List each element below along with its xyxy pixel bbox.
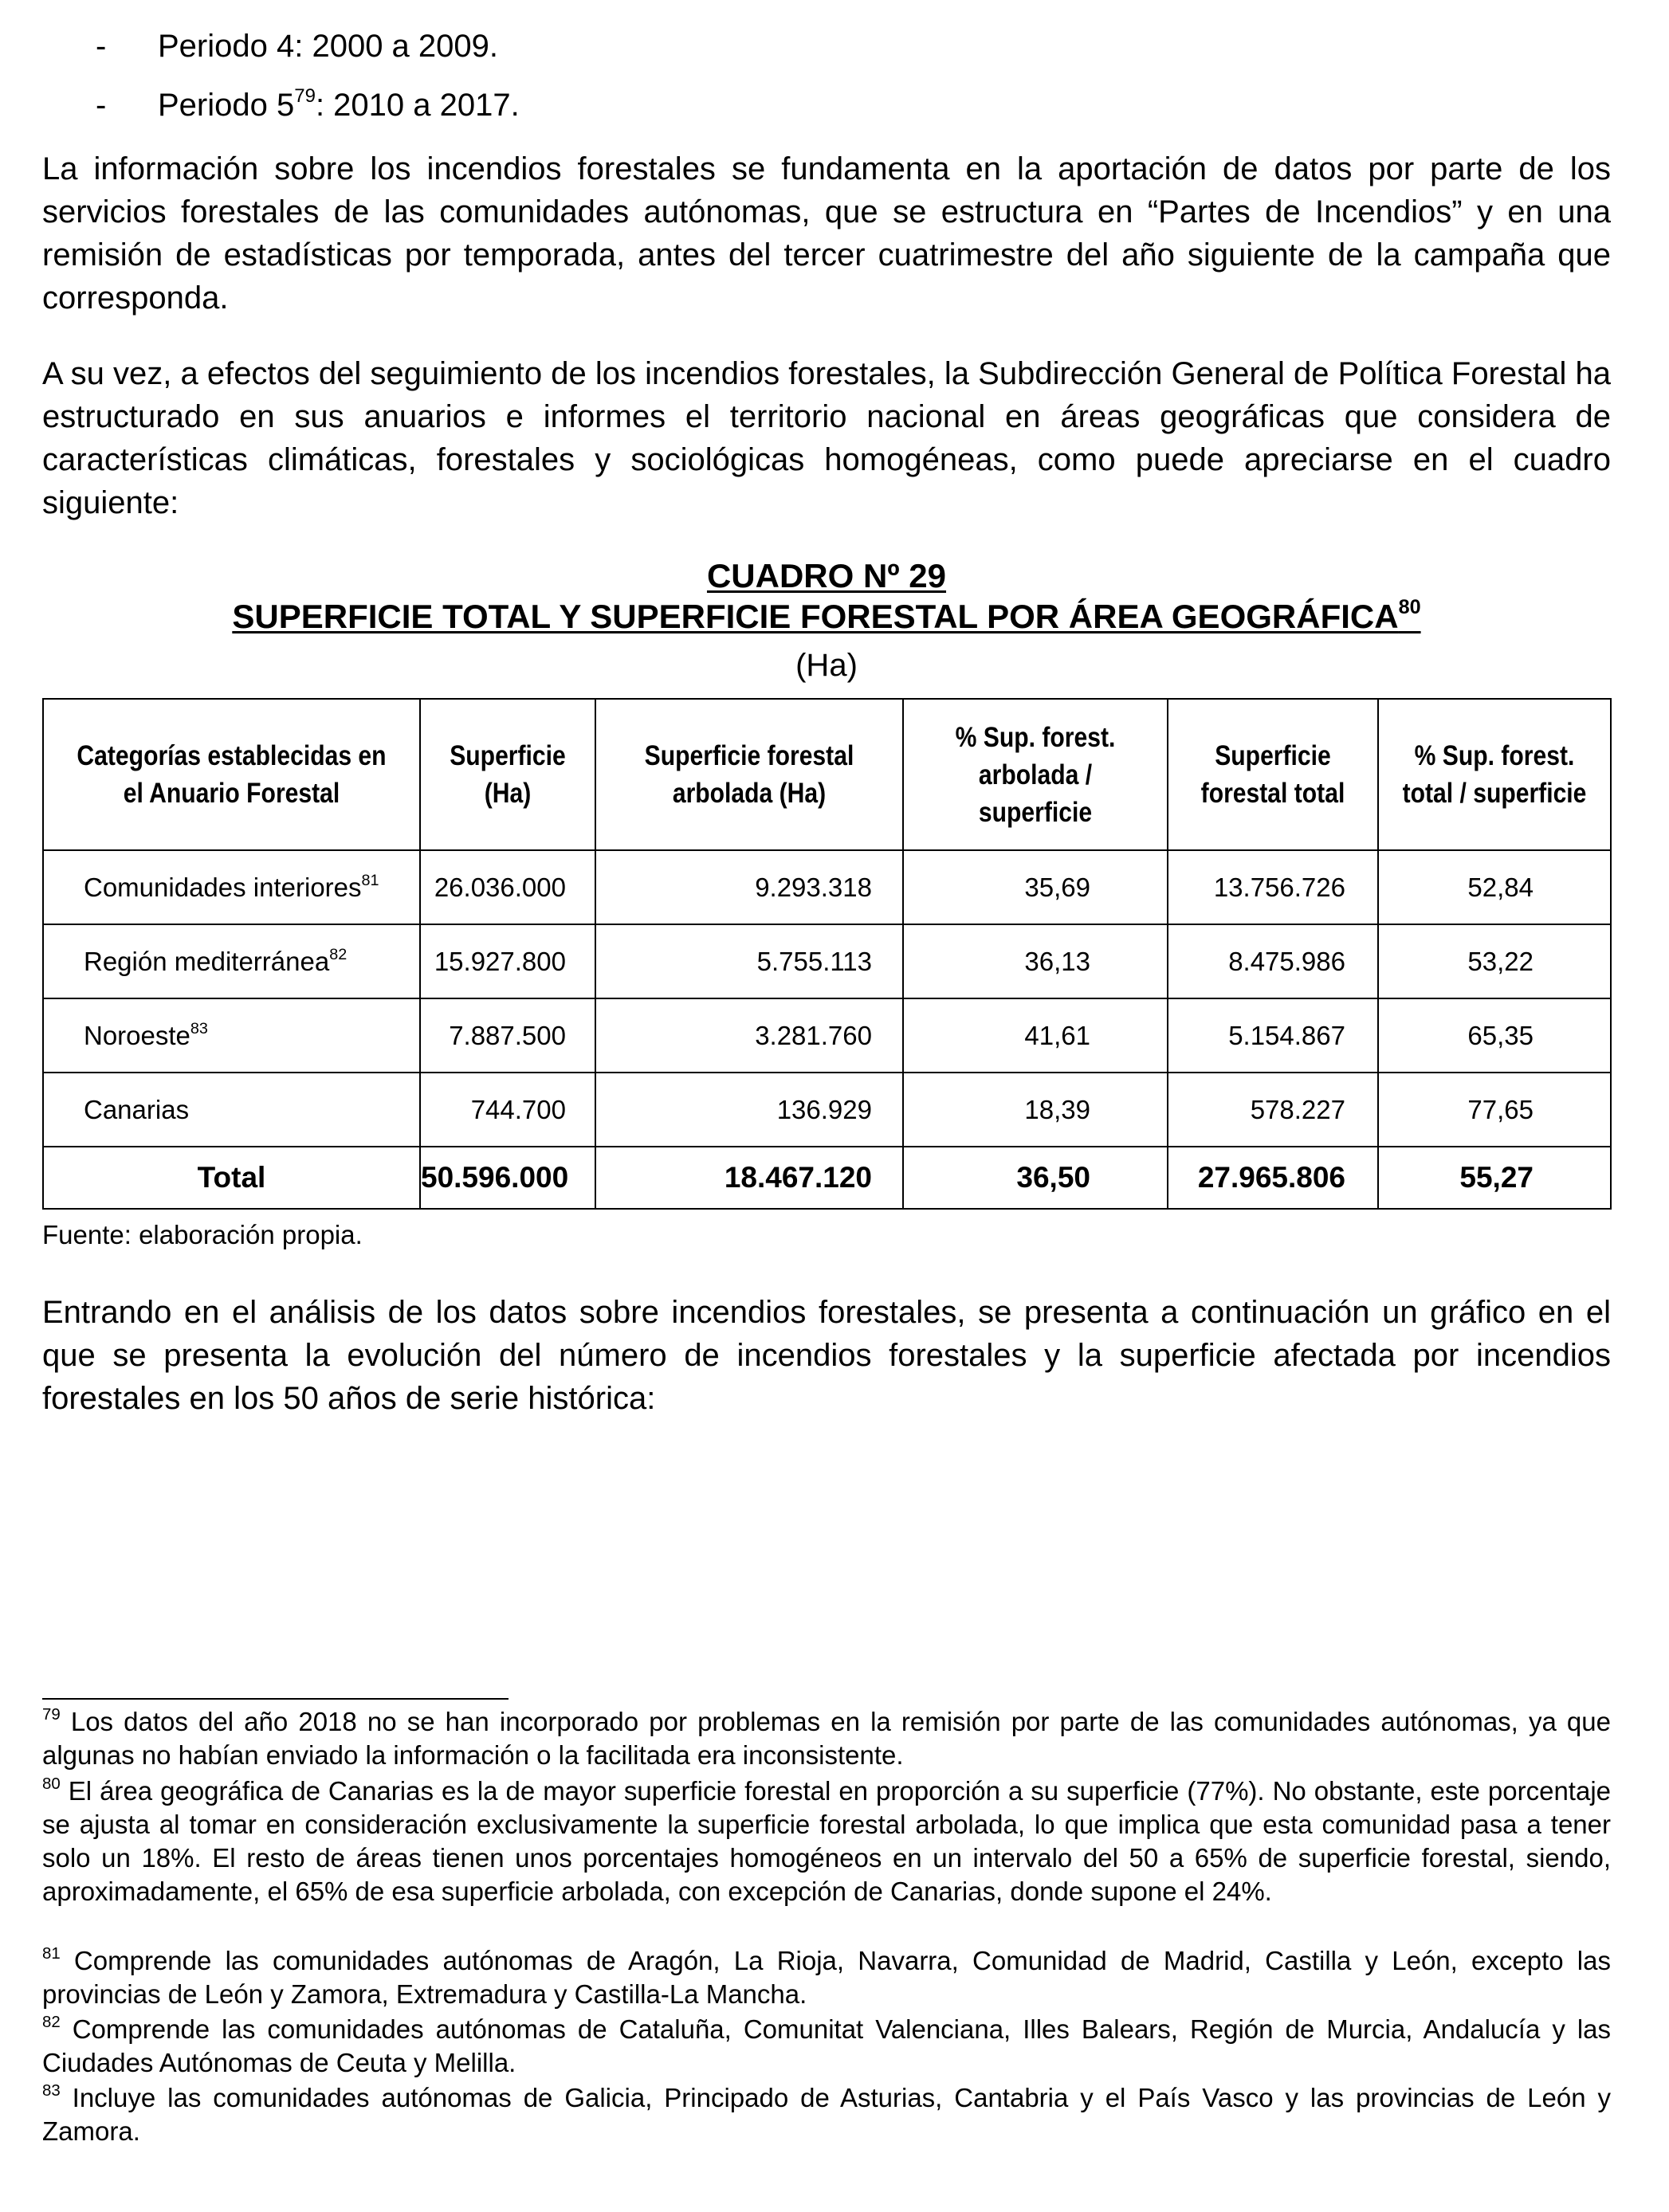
footnote-ref: 81 [361, 871, 379, 889]
table-cell: 3.281.760 [595, 998, 903, 1073]
table-cell: 50.596.000 [420, 1147, 595, 1209]
table-caption-number: CUADRO Nº 29 [706, 557, 947, 594]
column-header: Superficie (Ha) [432, 699, 583, 850]
table-source: Fuente: elaboración propia. [42, 1220, 363, 1249]
table-caption-title: SUPERFICIE TOTAL Y SUPERFICIE FORESTAL POR ÁREA GEOGRÁFICA$^{80}$ [232, 596, 1421, 635]
footnote-number: 79 [42, 1704, 61, 1724]
paragraph-areas: A su vez, a efectos del seguimiento de los incendios forestales, la Subdirección General de Política Forestal ha estructurado en sus anuarios e informes el territorio nacional en áreas geográficas que considera de características climáticas, forestales y sociológicas homogéneas, como puede apreciarse en el cuadro siguiente: [42, 356, 1611, 520]
table-cell: 15.927.800 [420, 924, 595, 998]
table-cell: 18.467.120 [595, 1147, 903, 1209]
table-cell: 36,50 [903, 1147, 1168, 1209]
data-table [42, 698, 1612, 1210]
bullet-dash: - [96, 88, 107, 123]
table-cell: 55,27 [1378, 1147, 1611, 1209]
table-cell: 52,84 [1378, 850, 1611, 924]
bullet-text-post: : 2010 a 2017. [315, 88, 520, 123]
table-row [43, 850, 1611, 924]
footnote-ref: 83 [190, 1019, 208, 1037]
footnote-80 [42, 1775, 1611, 1908]
row-label: Total [43, 1147, 420, 1209]
table-cell: 7.887.500 [420, 998, 595, 1073]
footnote-79 [42, 1705, 1611, 1772]
column-header: % Sup. forest. arbolada / superficie [921, 699, 1149, 850]
column-header: Superficie forestal arbolada (Ha) [617, 699, 882, 850]
column-header: Categorías establecidas en el Anuario Forestal [69, 699, 394, 850]
footnote-number: 82 [42, 2012, 61, 2031]
paragraph-informacion: La información sobre los incendios forestales se fundamenta en la aportación de datos por parte de los servicios forestales de las comunidades autónomas, que se estructura en “Partes de Incendios” y en una remisión de estadísticas por temporada, antes del tercer cuatrimestre del año siguiente de la campaña que corresponda. [42, 151, 1611, 316]
table-cell: 18,39 [903, 1073, 1168, 1147]
table-cell: 35,69 [903, 850, 1168, 924]
table-row [43, 998, 1611, 1073]
footnote-ref: 82 [329, 945, 348, 963]
table-cell: 5.755.113 [595, 924, 903, 998]
table-cell: 13.756.726 [1168, 850, 1378, 924]
table-row [43, 1073, 1611, 1147]
table-header-row [43, 699, 1611, 850]
table-cell: 8.475.986 [1168, 924, 1378, 998]
table-cell: 26.036.000 [420, 850, 595, 924]
table-total-row [43, 1147, 1611, 1209]
column-header: % Sup. forest. total / superficie [1394, 699, 1594, 850]
footnote-text: Comprende las comunidades autónomas de Cataluña, Comunitat Valenciana, Illes Balears, Región de Murcia, Andalucía y las Ciudades Autónomas de Ceuta y Melilla. [42, 2014, 1611, 2077]
table-cell: 136.929 [595, 1073, 903, 1147]
paragraph-analisis: Entrando en el análisis de los datos sobre incendios forestales, se presenta a continuación un gráfico en el que se presenta la evolución del número de incendios forestales y la superficie afectada por incendios forestales en los 50 años de serie histórica: [42, 1295, 1611, 1416]
footnote-83 [42, 2081, 1611, 2148]
bullet-dash: - [96, 29, 107, 64]
column-header: Superficie forestal total [1182, 699, 1363, 850]
footnote-number: 80 [42, 1774, 61, 1793]
bullet-text-pre: Periodo 5 [158, 88, 295, 123]
row-label: Noroeste$^{83}$ [43, 998, 420, 1073]
footnote-82 [42, 2013, 1611, 2080]
table-cell: 41,61 [903, 998, 1168, 1073]
footnote-text: Incluye las comunidades autónomas de Galicia, Principado de Asturias, Cantabria y el País Vasco y las provincias de León y Zamora. [42, 2083, 1611, 2146]
table-cell: 36,13 [903, 924, 1168, 998]
table-cell: 65,35 [1378, 998, 1611, 1073]
row-label: Región mediterránea$^{82}$ [43, 924, 420, 998]
footnote-text: Comprende las comunidades autónomas de Aragón, La Rioja, Navarra, Comunidad de Madrid, Castilla y León, excepto las provincias de León y Zamora, Extremadura y Castilla-La Mancha. [42, 1946, 1611, 2009]
table-row [43, 924, 1611, 998]
table-unit: (Ha) [795, 648, 858, 683]
footnote-separator [42, 1698, 509, 1700]
row-label: Comunidades interiores$^{81}$ [43, 850, 420, 924]
table-cell: 53,22 [1378, 924, 1611, 998]
footnote-text: Los datos del año 2018 no se han incorporado por problemas en la remisión por parte de las comunidades autónomas, ya que algunas no habían enviado la información o la facilitada era inconsistente. [42, 1707, 1611, 1770]
table-cell: 578.227 [1168, 1073, 1378, 1147]
table-cell: 27.965.806 [1168, 1147, 1378, 1209]
bullet-text [158, 86, 520, 124]
bullet-text: Periodo 4: 2000 a 2009. [158, 29, 499, 64]
footnote-number: 83 [42, 2081, 61, 2100]
footnote-number: 81 [42, 1943, 61, 1963]
footnote-ref: 79 [294, 85, 316, 108]
footnote-ref: 80 [1398, 596, 1421, 619]
footnote-text: El área geográfica de Canarias es la de mayor superficie forestal en proporción a su superficie (77%). No obstante, este porcentaje se ajusta al tomar en consideración exclusivamente la superficie forestal arbolada, lo que implica que esta comunidad pasa a tener solo un 18%. El resto de áreas tienen unos porcentajes homogéneos en un intervalo del 50 a 65% de superficie forestal, siendo, aproximadamente, el 65% de esa superficie arbolada, con excepción de Canarias, donde supone el 24%. [42, 1776, 1611, 1906]
table-cell: 5.154.867 [1168, 998, 1378, 1073]
table-cell: 77,65 [1378, 1073, 1611, 1147]
row-label: Canarias [43, 1073, 420, 1147]
table-cell: 744.700 [420, 1073, 595, 1147]
footnote-81 [42, 1944, 1611, 2011]
table-cell: 9.293.318 [595, 850, 903, 924]
